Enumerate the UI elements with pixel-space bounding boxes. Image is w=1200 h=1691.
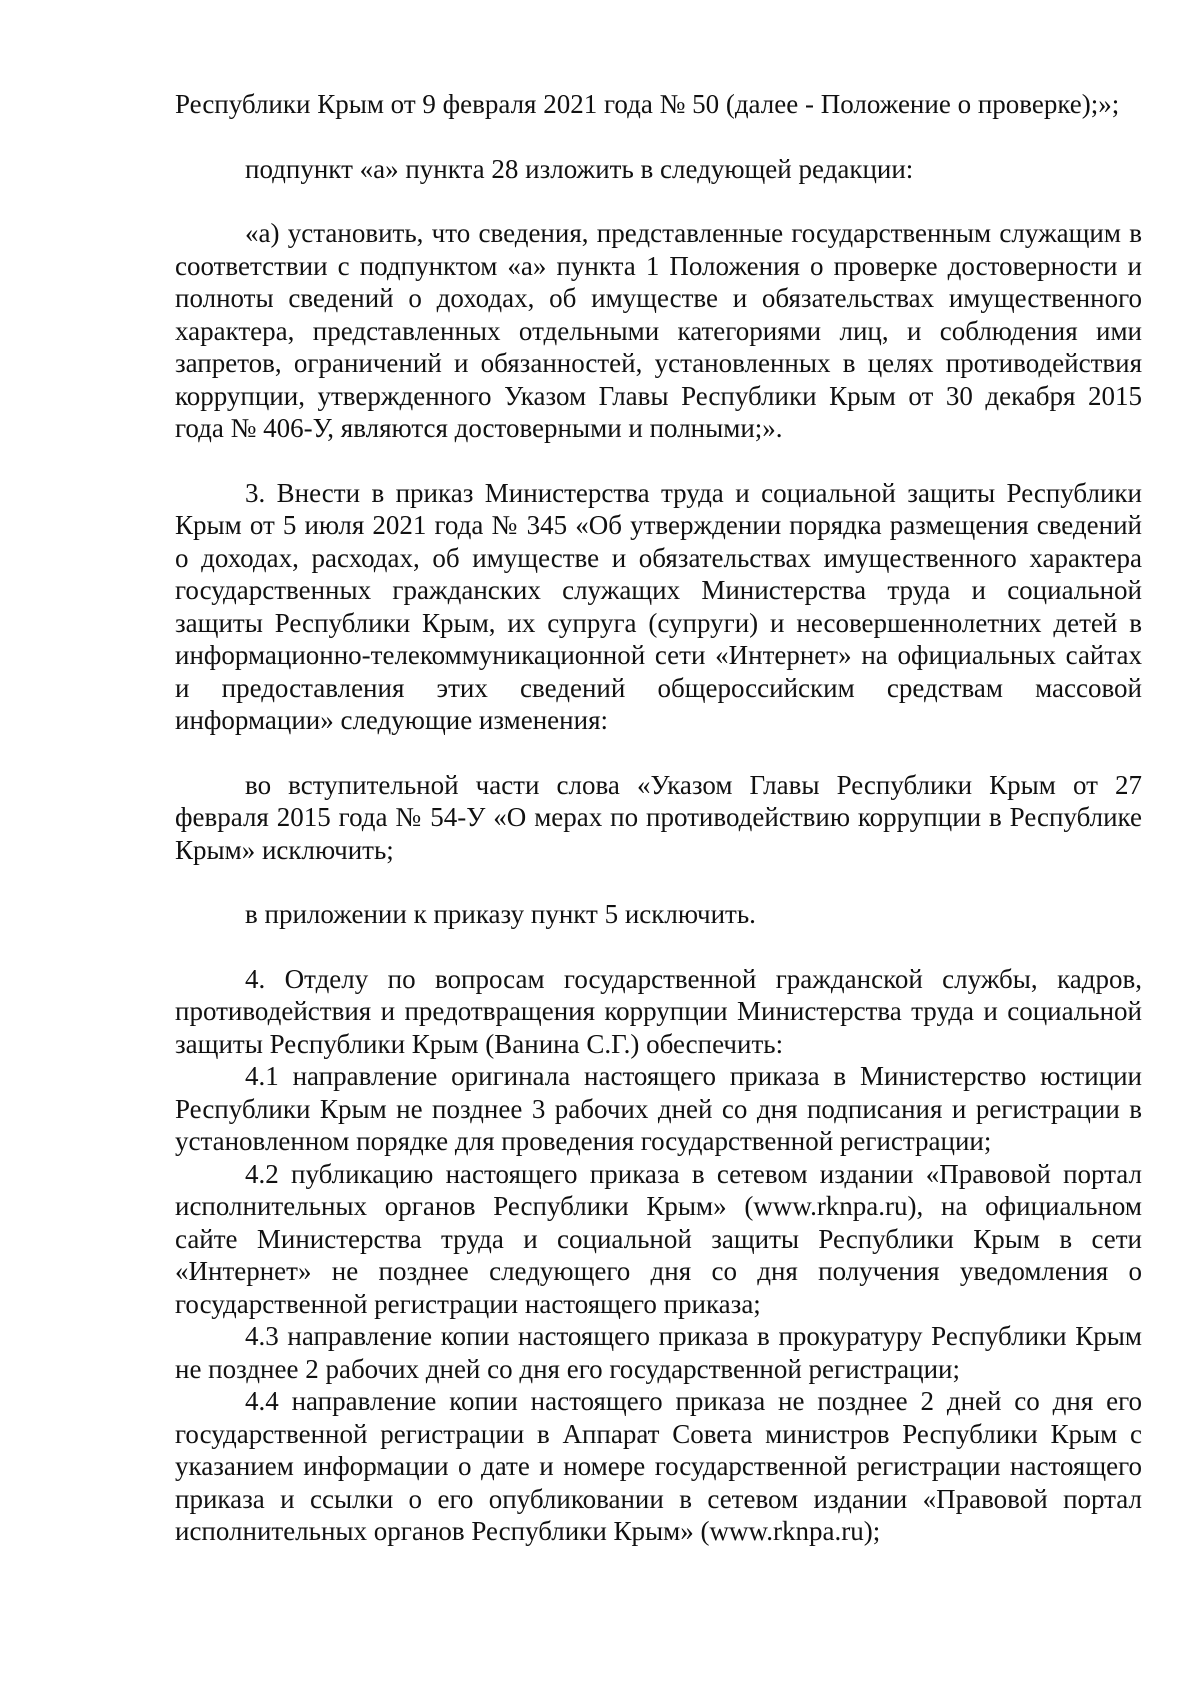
document-body	[175, 88, 1142, 1548]
paragraph-introductory-part: во вступительной части слова «Указом Главы Республики Крым от 27 февраля 2015 года № 54-У «О мерах по противодействию коррупции в Республике Крым» исключить;	[175, 769, 1142, 865]
paragraph-item-4-2: 4.2 публикацию настоящего приказа в сетевом издании «Правовой портал исполнительных органов Республики Крым» (www.rknpa.ru), на официальном сайте Министерства труда и социальной защиты Республики Крым в сети «Интернет» не позднее следующего дня со дня получения уведомления о государственной регистрации настоящего приказа;	[175, 1158, 1142, 1319]
paragraph-quoted-a: «а) установить, что сведения, представленные государственным служащим в соответствии с подпунктом «а» пункта 1 Положения о проверке достоверности и полноты сведений о доходах, об имуществе и обязательствах имущественного характера, представленных отдельными категориями лиц, и соблюдения ими запретов, ограничений и обязанностей, установленных в целях противодействия коррупции, утвержденного Указом Главы Республики Крым от 30 декабря 2015 года № 406-У, являются достоверными и полными;».	[175, 218, 1142, 443]
paragraph-continuation: Республики Крым от 9 февраля 2021 года № 50 (далее - Положение о проверке);»;	[175, 89, 1120, 119]
paragraph-item-3: 3. Внести в приказ Министерства труда и социальной защиты Республики Крым от 5 июля 2021 года № 345 «Об утверждении порядка размещения сведений о доходах, расходах, об имуществе и обязательствах имущественного характера государственных гражданских служащих Министерства труда и социальной защиты Республики Крым, их супруга (супруги) и несовершеннолетних детей в информационно-телекоммуникационной сети «Интернет» на официальных сайтах и предоставления этих сведений общероссийским средствам массовой информации» следующие изменения:	[175, 477, 1142, 735]
paragraph-item-4-4: 4.4 направление копии настоящего приказа не позднее 2 дней со дня его государственной регистрации в Аппарат Совета министров Республики Крым с указанием информации о дате и номере государственной регистрации настоящего приказа и ссылки о его опубликовании в сетевом издании «Правовой портал исполнительных органов Республики Крым» (www.rknpa.ru);	[175, 1386, 1142, 1546]
paragraph-item-4-3: 4.3 направление копии настоящего приказа в прокуратуру Республики Крым не позднее 2 рабочих дней со дня его государственной регистрации;	[175, 1321, 1142, 1384]
paragraph-subitem-28: подпункт «а» пункта 28 изложить в следующей редакции:	[245, 153, 914, 184]
paragraph-item-4: 4. Отделу по вопросам государственной гражданской службы, кадров, противодействия и предотвращения коррупции Министерства труда и социальной защиты Республики Крым (Ванина С.Г.) обеспечить:	[175, 963, 1142, 1059]
paragraph-item-4-1: 4.1 направление оригинала настоящего приказа в Министерство юстиции Республики Крым не позднее 3 рабочих дней со дня подписания и регистрации в установленном порядке для проведения государственной регистрации;	[175, 1061, 1142, 1156]
paragraph-appendix: в приложении к приказу пункт 5 исключить.	[245, 899, 756, 929]
